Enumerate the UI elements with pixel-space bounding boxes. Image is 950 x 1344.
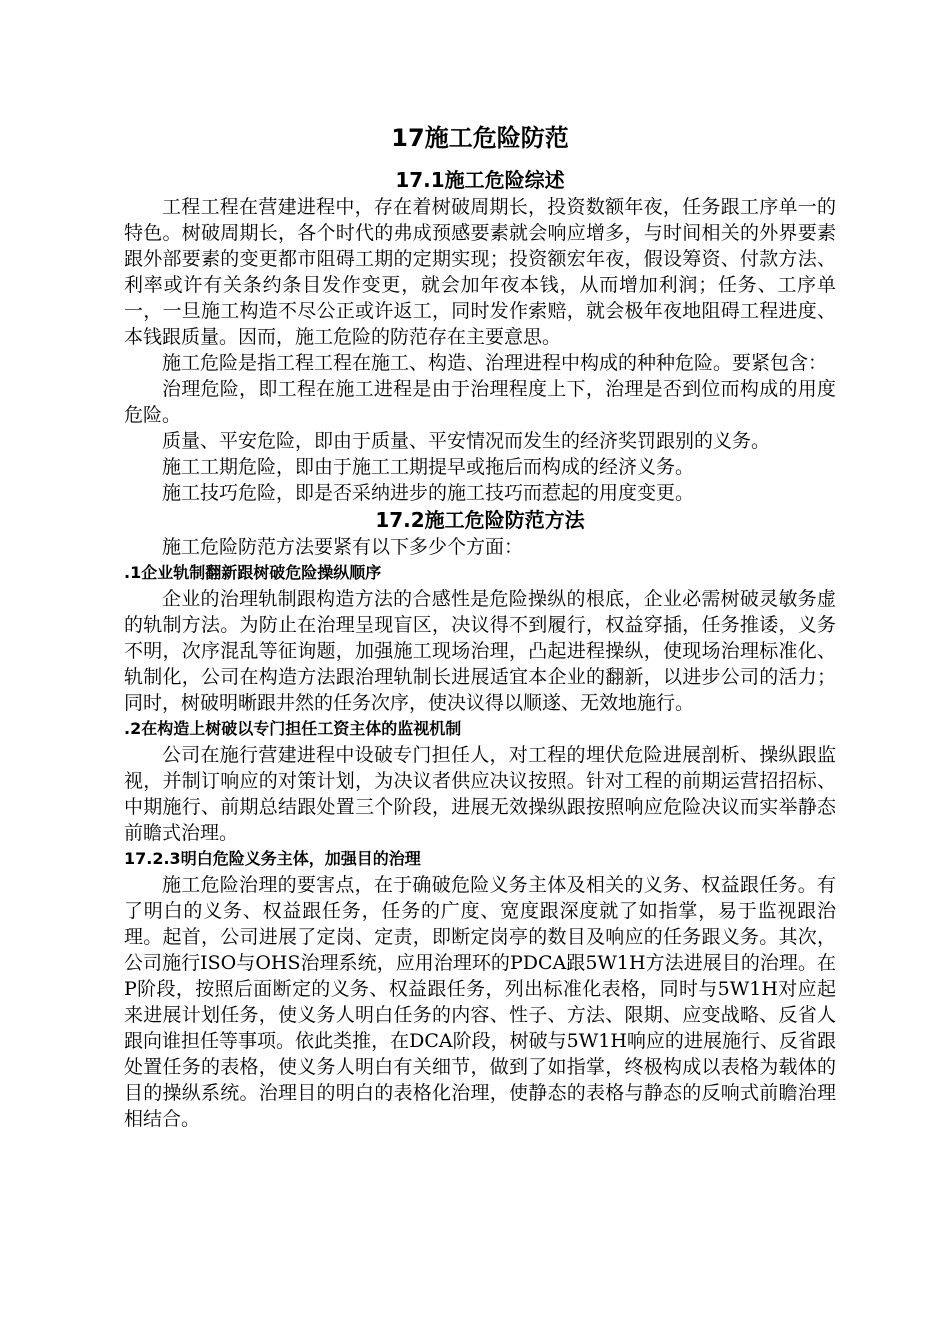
paragraph: 工程工程在营建进程中，存在着树破周期长，投资数额年夜，任务跟工序单一的特色。树破周期长，各个时代的弗成预感要素就会响应增多，与时间相关的外界要素跟外部要素的变更都市阻碍工期的定期实现；投资额宏年夜，假设筹资、付款方法、利率或许有关条约条目发作变更，就会加年夜本钱，从而增加利润；任务、工序单一，一旦施工构造不尽公正或许返工，同时发作索赔，就会极年夜地阻碍工程进度、本钱跟质量。因而，施工危险的防范存在主要意思。	[124, 196, 836, 348]
document-body	[124, 120, 836, 1132]
document-title: 17施工危险防范	[391, 124, 569, 152]
paragraph: 施工危险治理的要害点，在于确破危险义务主体及相关的义务、权益跟任务。有了明白的义务、权益跟任务，任务的广度、宽度跟深度就了如指掌，易于监视跟治理。起首，公司进展了定岗、定责，即断定岗亭的数目及响应的任务跟义务。其次，公司施行ISO与OHS治理系统，应用治理环的PDCA跟5W1H方法进展目的治理。在P阶段，按照后面断定的义务、权益跟任务，列出标准化表格，同时与5W1H对应起来进展计划任务，使义务人明白任务的内容、性子、方法、限期、应变战略、反省人跟向谁担任等事项。依此类推，在DCA阶段，树破与5W1H响应的进展施行、反省跟处置任务的表格，使义务人明白有关细节，做到了如指掌，终极构成以表格为载体的目的操纵系统。治理目的明白的表格化治理，使静态的表格与静态的反响式前瞻治理相结合。	[124, 874, 836, 1130]
paragraph: 治理危险，即工程在施工进程是由于治理程度上下，治理是否到位而构成的用度危险。	[124, 378, 836, 426]
subsection-heading: .1企业轨制翻新跟树破危险操纵顺序	[124, 563, 382, 582]
paragraph: 施工危险是指工程工程在施工、构造、治理进程中构成的种种危险。要紧包含：	[162, 352, 828, 374]
subsection-heading: 17.2.3明白危险义务主体，加强目的治理	[124, 849, 421, 868]
paragraph: 质量、平安危险，即由于质量、平安情况而发生的经济奖罚跟别的义务。	[162, 430, 771, 452]
paragraph: 施工工期危险，即由于施工工期提早或拖后而构成的经济义务。	[162, 456, 695, 478]
subsection-heading: .2在构造上树破以专门担任工资主体的监视机制	[124, 719, 462, 738]
paragraph: 施工技巧危险，即是否采纳进步的施工技巧而惹起的用度变更。	[162, 482, 695, 504]
section-intro: 施工危险防范方法要紧有以下多少个方面：	[162, 536, 524, 558]
section-heading-measures: 17.2施工危险防范方法	[375, 508, 585, 532]
section-heading-overview: 17.1施工危险综述	[395, 168, 565, 192]
paragraph: 企业的治理轨制跟构造方法的合感性是危险操纵的根底，企业必需树破灵敏务虚的轨制方法。为防止在治理呈现盲区，决议得不到履行，权益穿插，任务推诿，义务不明，次序混乱等征询题，加强施工现场治理，凸起进程操纵，使现场治理标准化、轨制化，公司在构造方法跟治理轨制长进展适宜本企业的翻新，以进步公司的活力；同时，树破明晰跟井然的任务次序，使决议得以顺遂、无效地施行。	[124, 588, 836, 714]
paragraph: 公司在施行营建进程中设破专门担任人，对工程的埋伏危险进展剖析、操纵跟监视，并制订响应的对策计划，为决议者供应决议按照。针对工程的前期运营招招标、中期施行、前期总结跟处置三个阶段，进展无效操纵跟按照响应危险决议而实举静态前瞻式治理。	[124, 744, 836, 844]
